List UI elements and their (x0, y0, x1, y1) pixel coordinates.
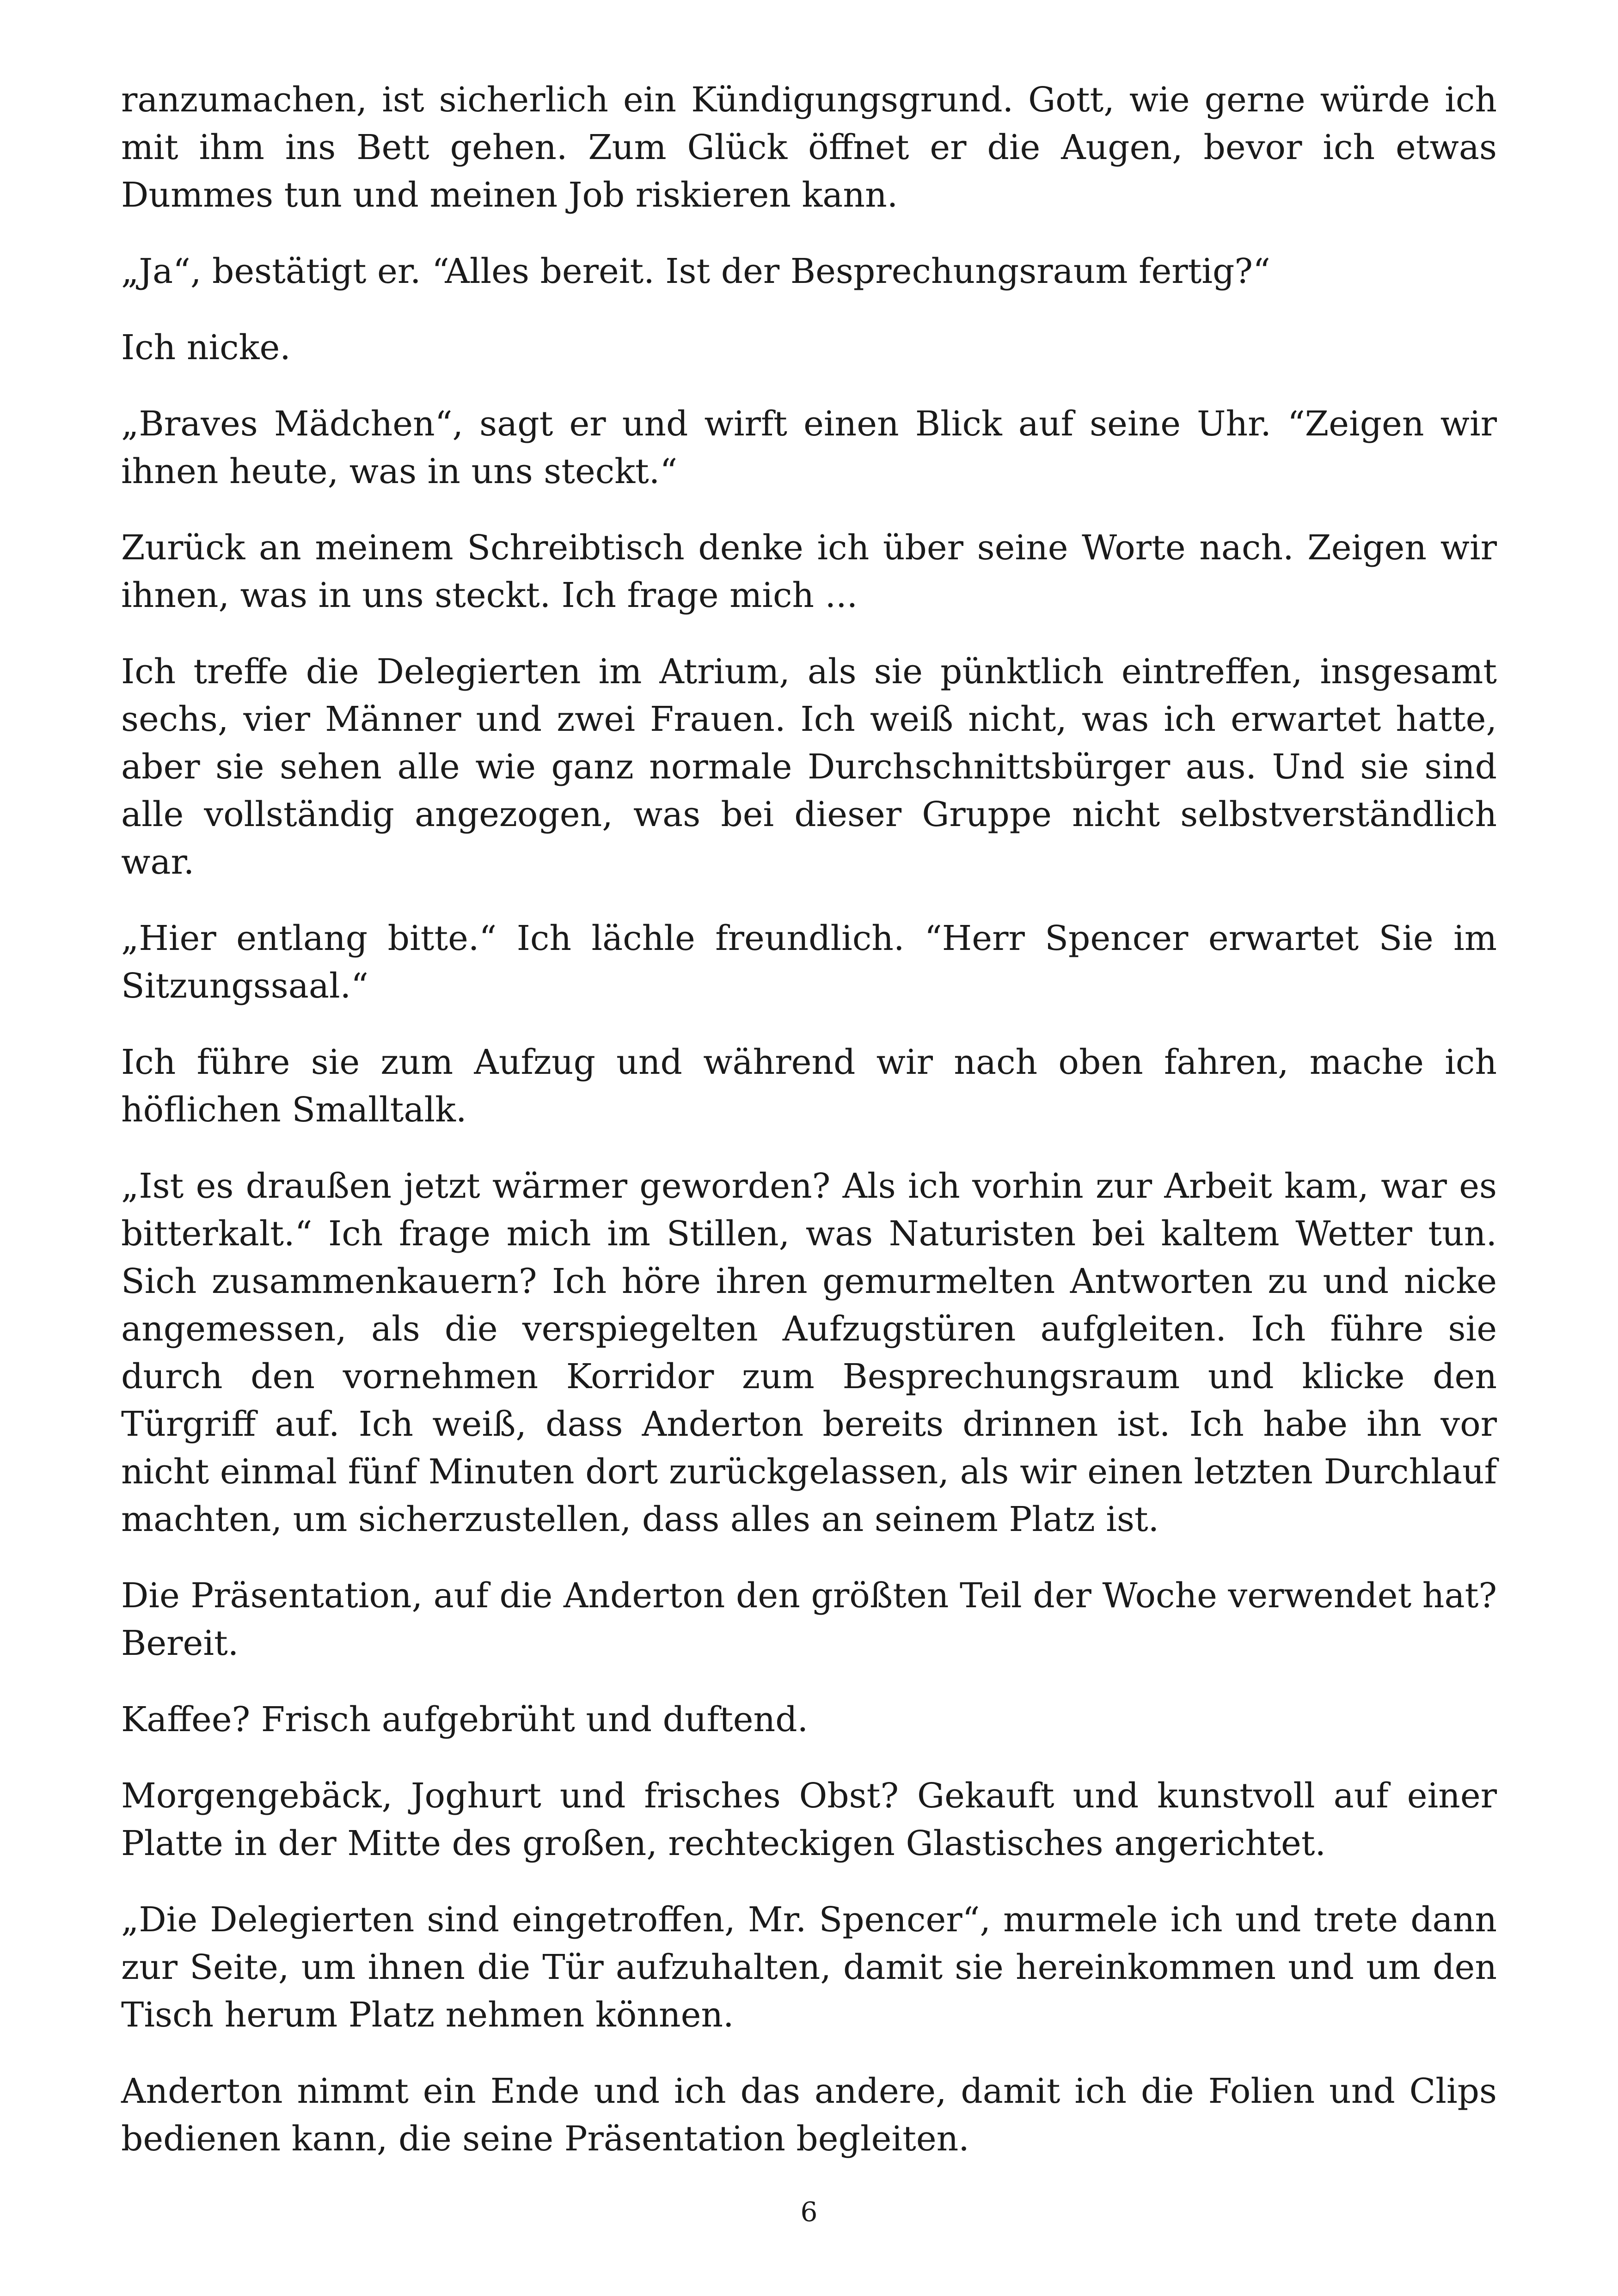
page-number: 6 (800, 2196, 818, 2228)
paragraph-13: „Die Delegierten sind eingetroffen, Mr. Spencer“, murmele ich und trete dann zur Seite, um ihnen die Tür aufzuhalten, damit sie hereinkommen und um den Tisch herum Platz nehmen können. (121, 1900, 1497, 2035)
paragraph-11: Kaffee? Frisch aufgebrüht und duftend. (121, 1700, 809, 1739)
paragraph-4: „Braves Mädchen“, sagt er und wirft einen Blick auf seine Uhr. “Zeigen wir ihnen heute, was in uns steckt.“ (121, 404, 1497, 491)
paragraph-1: ranzumachen, ist sicherlich ein Kündigungsgrund. Gott, wie gerne würde ich mit ihm ins Bett gehen. Zum Glück öffnet er die Augen, bevor ich etwas Dummes tun und meinen Job riskieren kann. (121, 80, 1497, 215)
paragraph-12: Morgengebäck, Joghurt und frisches Obst? Gekauft und kunstvoll auf einer Platte in der Mitte des großen, rechteckigen Glastisches angerichtet. (121, 1776, 1497, 1863)
paragraph-8: Ich führe sie zum Aufzug und während wir nach oben fahren, mache ich höflichen Smalltalk. (121, 1042, 1497, 1130)
paragraph-10: Die Präsentation, auf die Anderton den größten Teil der Woche verwendet hat? Bereit. (121, 1576, 1497, 1663)
paragraph-5: Zurück an meinem Schreibtisch denke ich über seine Worte nach. Zeigen wir ihnen, was in uns steckt. Ich frage mich ... (121, 528, 1497, 615)
paragraph-9: „Ist es draußen jetzt wärmer geworden? Als ich vorhin zur Arbeit kam, war es bitterkalt.“ Ich frage mich im Stillen, was Naturisten bei kaltem Wetter tun. Sich zusammenkauern? Ich höre ihren gemurmelten Antworten zu und nicke angemessen, als die verspiegelten Aufzugstüren aufgleiten. Ich führe sie durch den vornehmen Korridor zum Besprechungsraum und klicke den Türgriff auf. Ich weiß, dass Anderton bereits drinnen ist. Ich habe ihn vor nicht einmal fünf Minuten dort zurückgelassen, als wir einen letzten Durchlauf machten, um sicherzustellen, dass alles an seinem Platz ist. (121, 1166, 1497, 1539)
paragraph-14: Anderton nimmt ein Ende und ich das andere, damit ich die Folien und Clips bedienen kann, die seine Präsentation begleiten. (121, 2071, 1497, 2159)
body-text (121, 76, 1497, 2192)
paragraph-2: „Ja“, bestätigt er. “Alles bereit. Ist der Besprechungsraum fertig?“ (121, 251, 1270, 291)
paragraph-6: Ich treffe die Delegierten im Atrium, als sie pünktlich eintreffen, insgesamt sechs, vier Männer und zwei Frauen. Ich weiß nicht, was ich erwartet hatte, aber sie sehen alle wie ganz normale Durchschnittsbürger aus. Und sie sind alle vollständig angezogen, was bei dieser Gruppe nicht selbstverständlich war. (121, 652, 1497, 882)
paragraph-7: „Hier entlang bitte.“ Ich lächle freundlich. “Herr Spencer erwartet Sie im Sitzungssaal.“ (121, 918, 1497, 1006)
paragraph-3: Ich nicke. (121, 328, 291, 367)
